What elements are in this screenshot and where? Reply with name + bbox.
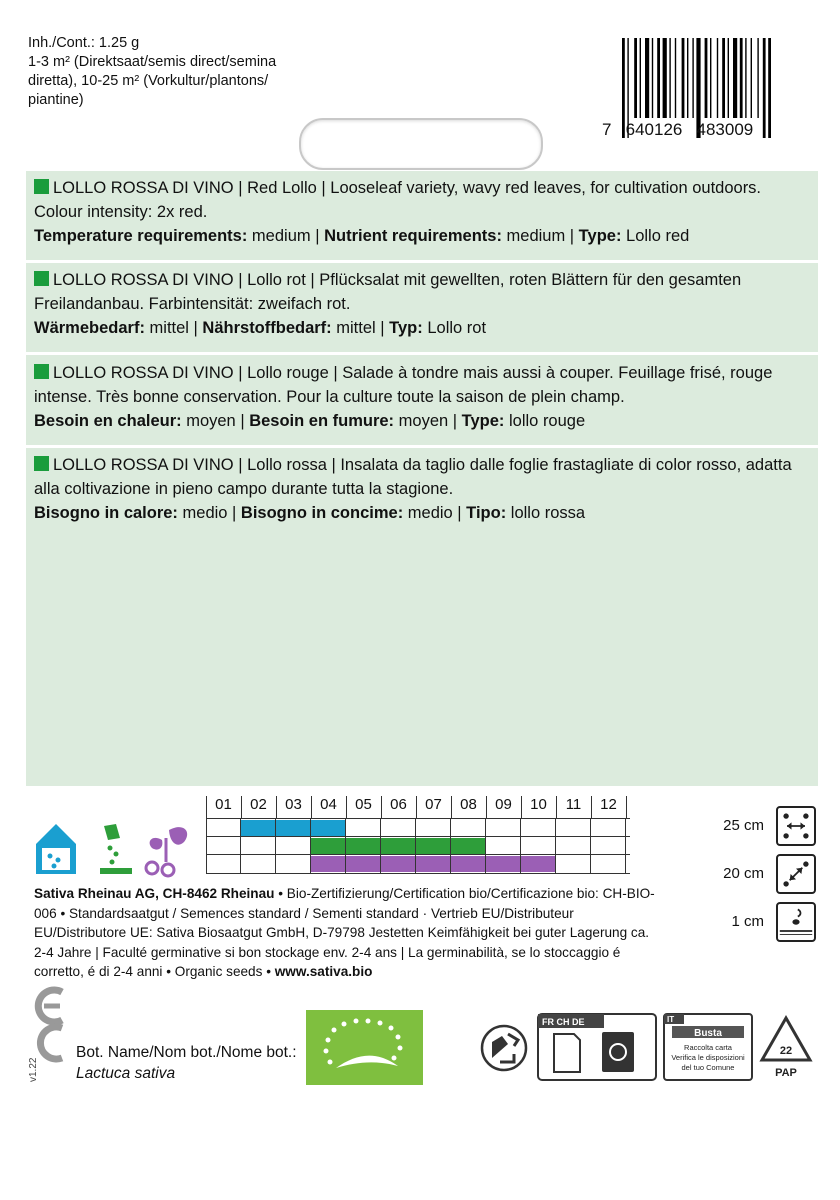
botanical-label: Bot. Name/Nom bot./Nome bot.: [76, 1044, 297, 1061]
calendar-cell [416, 819, 451, 837]
property-label: Temperature requirements: [34, 227, 248, 245]
harvest-icon [146, 827, 187, 876]
company-details: • Bio-Zertifizierung/Certification bio/Certificazione bio: CH-BIO-006 • Standardsaatgut / Semences standard / Sementi standard · Vertrieb EU/Distributeur EU/Distributore UE: Sativa Biosaatgut GmbH, D-79798 Jestetten Keimfähigkeit bei guter Lagerung ca. 2-4 Jahre | Faculté germinative si bon stockage env. 2-4 ans | La germinabilità, se lo stoccaggio é corretto, é di 2-4 anni • Organic seeds • [34, 886, 655, 979]
month-separator [381, 796, 382, 818]
svg-text:IT: IT [667, 1015, 675, 1024]
property-label: Typ: [389, 319, 423, 337]
property-label: Besoin en chaleur: [34, 412, 182, 430]
calendar-cell [416, 837, 451, 855]
month-label: 05 [355, 796, 372, 813]
property-label: Wärmebedarf: [34, 319, 145, 337]
month-separator [241, 796, 242, 818]
description-text: LOLLO ROSSA DI VINO | Lollo rot | Pflücksalat mit gewellten, roten Blättern für den gesamten Freilandanbau. Farbintensität: zweifach rot. [34, 271, 742, 313]
calendar-cell [241, 819, 276, 837]
calendar-cell [486, 855, 521, 873]
month-label: 06 [390, 796, 407, 813]
property-value: mittel | [144, 319, 203, 337]
calendar-cell [451, 819, 486, 837]
calendar-cell [346, 855, 381, 873]
property-value: medium | [501, 227, 579, 245]
svg-text:PAP: PAP [775, 1067, 797, 1079]
property-label: Besoin en fumure: [249, 412, 395, 430]
property-label: Bisogno in concime: [240, 504, 404, 522]
month-separator [556, 796, 557, 818]
calendar-cell [311, 837, 346, 855]
svg-text:FR CH DE: FR CH DE [542, 1017, 585, 1027]
month-separator [206, 796, 207, 818]
sowing-depth-icon [776, 902, 816, 942]
busta-recycling-label [664, 1014, 752, 1080]
property-label: Tipo: [466, 504, 507, 522]
month-label: 03 [285, 796, 302, 813]
company-name: Sativa Rheinau AG, CH-8462 Rheinau [34, 886, 275, 901]
month-label: 11 [565, 796, 582, 813]
month-separator [486, 796, 487, 818]
month-label: 12 [600, 796, 617, 813]
sowing-depth-value: 1 cm [731, 913, 764, 930]
property-value: medium | [247, 227, 325, 245]
calendar-cell [206, 837, 241, 855]
description-block-de [34, 268, 804, 340]
calendar-cell [556, 837, 591, 855]
calendar-cell [521, 855, 556, 873]
property-value: medio | [403, 504, 467, 522]
green-square-icon [34, 271, 49, 286]
plant-spacing-value: 20 cm [723, 865, 764, 882]
month-label: 01 [215, 796, 232, 813]
month-label: 10 [530, 796, 547, 813]
month-label: 08 [460, 796, 477, 813]
property-label: Bisogno in calore: [34, 504, 178, 522]
calendar-cell [276, 855, 311, 873]
description-block-it [34, 453, 804, 525]
contents-line-3: diretta), 10-25 m² (Vorkultur/plantons/ [28, 73, 269, 89]
plant-spacing-icon [776, 854, 816, 894]
description-block-en [34, 176, 804, 248]
contents-line-1: Inh./Cont.: 1.25 g [28, 35, 140, 51]
green-square-icon [34, 179, 49, 194]
calendar-cell [311, 855, 346, 873]
calendar-cell [591, 837, 626, 855]
greenhouse-sowing-icon [36, 824, 76, 874]
calendar-cell [416, 855, 451, 873]
divider [26, 260, 818, 263]
company-info [34, 884, 664, 982]
calendar-cell [241, 837, 276, 855]
eu-organic-logo-icon [306, 1010, 423, 1085]
property-value: mittel | [331, 319, 390, 337]
package-window [299, 118, 543, 170]
pap-recycling-icon [762, 1018, 810, 1079]
svg-text:Verifica le disposizioni: Verifica le disposizioni [671, 1053, 745, 1062]
calendar-cell [451, 855, 486, 873]
row-spacing-value: 25 cm [723, 817, 764, 834]
divider [26, 352, 818, 355]
row-spacing-icon [776, 806, 816, 846]
property-value: medio | [177, 504, 241, 522]
month-label: 02 [250, 796, 267, 813]
calendar-cell [521, 837, 556, 855]
calendar-cell [591, 819, 626, 837]
package-contents-info [28, 34, 318, 110]
triman-icon [482, 1026, 526, 1070]
month-separator [346, 796, 347, 818]
outdoor-sowing-icon [100, 824, 132, 874]
green-square-icon [34, 456, 49, 471]
property-label: Type: [578, 227, 622, 245]
description-text: LOLLO ROSSA DI VINO | Lollo rossa | Insalata da taglio dalle foglie frastagliate di color rosso, adatta alla coltivazione in pieno campo durante tutta la stagione. [34, 456, 792, 498]
ce-mark-icon [30, 986, 70, 1066]
description-text: LOLLO ROSSA DI VINO | Red Lollo | Looseleaf variety, wavy red leaves, for cultivation outdoors. Colour intensity: 2x red. [34, 179, 762, 221]
svg-text:Busta: Busta [694, 1028, 722, 1039]
property-value: lollo rouge [504, 412, 586, 430]
contents-line-2: 1-3 m² (Direktsaat/semis direct/semina [28, 54, 277, 70]
month-separator [451, 796, 452, 818]
divider [26, 445, 818, 448]
calendar-cell [451, 837, 486, 855]
calendar-cell [521, 819, 556, 837]
sorting-info-icon [538, 1014, 656, 1080]
month-separator [416, 796, 417, 818]
website-link[interactable]: www.sativa.bio [274, 964, 373, 979]
month-label: 04 [320, 796, 337, 813]
month-separator [591, 796, 592, 818]
property-value: moyen | [394, 412, 462, 430]
calendar-cell [346, 837, 381, 855]
calendar-cell [381, 855, 416, 873]
property-label: Nährstoffbedarf: [202, 319, 332, 337]
calendar-row-harvest [206, 854, 630, 874]
property-label: Type: [461, 412, 505, 430]
calendar-cell [311, 819, 346, 837]
calendar-cell [276, 819, 311, 837]
recycling-info [478, 1010, 818, 1085]
month-separator [276, 796, 277, 818]
version-label: v1.22 [28, 1057, 39, 1082]
calendar-cell [556, 855, 591, 873]
sowing-depth [690, 902, 820, 942]
month-separator [311, 796, 312, 818]
barcode-icon [602, 38, 820, 160]
property-value: Lollo red [621, 227, 690, 245]
month-separator [521, 796, 522, 818]
property-value: Lollo rot [422, 319, 487, 337]
month-separator [626, 796, 627, 818]
month-label: 07 [425, 796, 442, 813]
calendar-cell [381, 819, 416, 837]
calendar-row-sowing-outdoor [206, 836, 630, 855]
description-text: LOLLO ROSSA DI VINO | Lollo rouge | Salade à tondre mais aussi à couper. Feuillage frisé, rouge intense. Très bonne conservation. Pour la culture toute la saison de plein champ. [34, 364, 773, 406]
botanical-value: Lactuca sativa [76, 1065, 176, 1082]
activity-icons [34, 818, 194, 878]
svg-text:del tuo Comune: del tuo Comune [681, 1063, 735, 1072]
svg-text:22: 22 [779, 1045, 793, 1057]
description-block-fr [34, 361, 804, 433]
calendar-cell [591, 855, 626, 873]
calendar-cell [241, 855, 276, 873]
property-value: moyen | [181, 412, 250, 430]
calendar-cell [206, 819, 241, 837]
green-square-icon [34, 364, 49, 379]
barcode-number: 7 640126 483009 [602, 120, 754, 139]
svg-text:Raccolta carta: Raccolta carta [684, 1043, 732, 1052]
calendar-cell [346, 819, 381, 837]
calendar-cell [381, 837, 416, 855]
month-label: 09 [495, 796, 512, 813]
calendar-cell [206, 855, 241, 873]
property-value: lollo rossa [506, 504, 586, 522]
botanical-name [76, 1042, 297, 1084]
calendar-cell [276, 837, 311, 855]
calendar-cell [486, 819, 521, 837]
property-label: Nutrient requirements: [324, 227, 502, 245]
row-spacing [690, 806, 820, 846]
calendar-cell [556, 819, 591, 837]
plant-spacing [690, 854, 820, 894]
calendar-cell [486, 837, 521, 855]
calendar-row-sowing-indoor [206, 818, 630, 837]
contents-line-4: piantine) [28, 92, 84, 108]
